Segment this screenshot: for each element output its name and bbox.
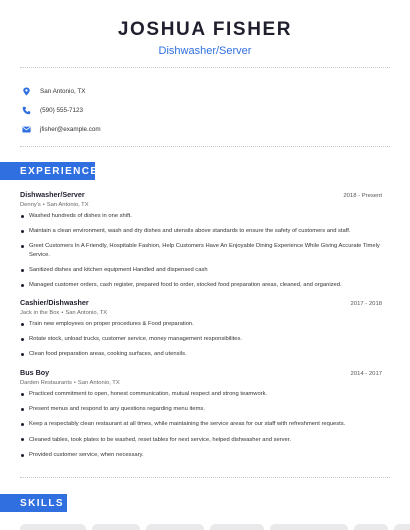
experience-section-header: [0, 162, 99, 180]
job-entry: [20, 298, 382, 359]
list-item: Keep a respectably clean restaurant at all times, while maintaining the service areas for our staff with refreshment requests.: [20, 420, 382, 428]
contact-location: [22, 82, 101, 101]
skill-pill: [146, 524, 204, 530]
job-company: Jack in the Box • San Antonio, TX: [20, 310, 108, 316]
company-location: San Antonio, TX: [46, 202, 89, 208]
company-name: Denny's: [20, 202, 41, 208]
email-text: jfisher@example.com: [40, 126, 101, 133]
contact-phone: [22, 101, 101, 120]
list-item: Train new employees on proper procedures & Food preparation.: [20, 320, 382, 328]
experience-heading: EXPERIENCE: [20, 165, 99, 177]
list-item: Rotate stock, unload trucks, customer service, money management responsibilites.: [20, 335, 382, 343]
list-item: Provided customer service, when necessary.: [20, 451, 382, 459]
job-dates: 2017 - 2018: [350, 301, 382, 307]
skill-pill: [92, 524, 140, 530]
company-name: Darden Restaurants: [20, 380, 72, 386]
contact-list: [22, 82, 101, 139]
divider: [20, 146, 390, 147]
list-item: Washed hundreds of dishes in one shift.: [20, 212, 382, 220]
skills-heading: SKILLS: [20, 497, 64, 509]
phone-text: (590) 555-7123: [40, 107, 84, 114]
job-dates: 2014 - 2017: [350, 371, 382, 377]
list-item: Practiced commitment to open, honest communication, mutual respect and strong teamwork.: [20, 390, 382, 398]
skill-pill: [20, 524, 86, 530]
job-bullets: [20, 212, 382, 289]
skill-pill: [210, 524, 264, 530]
location-text: San Antonio, TX: [40, 88, 86, 95]
job-title: Cashier/Dishwasher: [20, 298, 89, 307]
resume-header: [0, 0, 410, 57]
location-pin-icon: [22, 87, 31, 96]
job-entry: [20, 368, 382, 459]
divider: [20, 477, 390, 478]
divider: [20, 67, 390, 68]
job-title: Dishwasher/Server: [20, 190, 85, 199]
list-item: Greet Customers In A Friendly, Hospitable Fashion, Help Customers Have An Enjoyable Dining Experience While Giving Accurate Timely Service.: [20, 242, 382, 258]
list-item: Present menus and respond to any questions regarding menu items.: [20, 405, 382, 413]
phone-icon: [22, 106, 31, 115]
skill-pill: [354, 524, 388, 530]
job-company: Darden Restaurants • San Antonio, TX: [20, 380, 120, 386]
company-location: San Antonio, TX: [77, 380, 120, 386]
job-entry: [20, 190, 382, 289]
list-item: Cleaned tables, took plates to be washed, reset tables for next service, helped dishwasher and server.: [20, 436, 382, 444]
job-bullets: [20, 320, 382, 359]
job-bullets: [20, 390, 382, 459]
candidate-name: JOSHUA FISHER: [117, 19, 293, 40]
contact-email: [22, 120, 101, 139]
list-item: Managed customer orders, cash register, prepared food to order, stocked food preparation areas, cleaned, and organized.: [20, 281, 382, 289]
skill-pill: [394, 524, 410, 530]
list-item: Maintain a clean environment, wash and dry dishes and utensils above standards to ensure the safety of customers and staff.: [20, 227, 382, 235]
candidate-role: Dishwasher/Server: [158, 45, 252, 57]
company-location: San Antonio, TX: [65, 310, 108, 316]
skills-section-header: [0, 494, 67, 512]
job-dates: 2018 - Present: [343, 193, 382, 199]
skill-pill: [270, 524, 348, 530]
list-item: Clean food preparation areas, cooking surfaces, and utensils.: [20, 350, 382, 358]
skills-list: [20, 524, 410, 530]
list-item: Sanitized dishes and kitchen equipment Handled and dispensed cash: [20, 266, 382, 274]
job-company: Denny's • San Antonio, TX: [20, 202, 89, 208]
company-name: Jack in the Box: [20, 310, 60, 316]
email-icon: [22, 125, 31, 134]
job-title: Bus Boy: [20, 368, 50, 377]
